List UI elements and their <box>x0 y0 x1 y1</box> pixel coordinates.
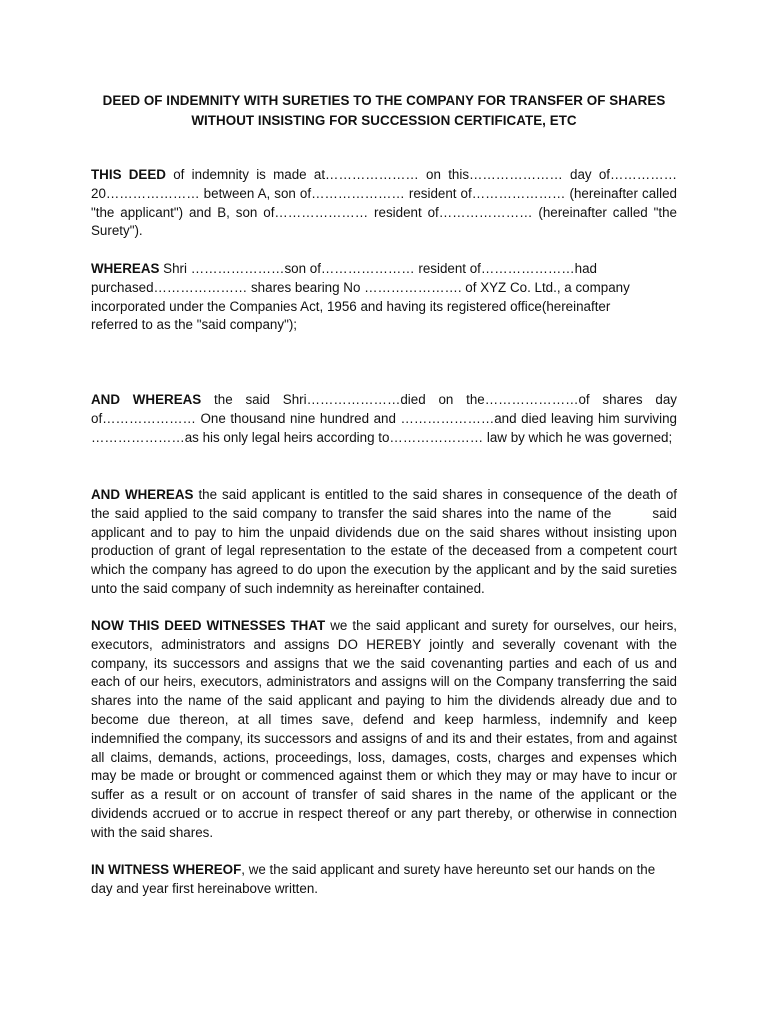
paragraph-body: of indemnity is made at………………… on this………………… day of…………… 20………………… between A, son of………………… resident of………………… (hereinafter called "the applicant") and B, son of………………… resident of………………… (hereinafter called "the Surety"). <box>91 167 677 239</box>
paragraph-whereas-1 <box>91 260 677 335</box>
paragraph-lead: AND WHEREAS <box>91 487 194 502</box>
paragraph-body: the said applicant is entitled to the said shares in consequence of the death of the said applied to the said company to transfer the said shares into the name of the <box>91 487 677 521</box>
paragraph-and-whereas-1 <box>91 391 677 447</box>
paragraph-body: , we the said applicant and surety have hereunto set our hands on the day and year first hereinabove written. <box>91 862 656 896</box>
paragraph-line: purchased………………… shares bearing No …………………. of XYZ Co. Ltd., a company <box>91 279 630 295</box>
paragraph-line: referred to as the "said company"); <box>91 317 297 333</box>
paragraph-lead: AND WHEREAS <box>91 392 202 407</box>
paragraph-line: incorporated under the Companies Act, 1956 and having its registered office(hereinafter <box>91 298 611 314</box>
paragraph-lead: NOW THIS DEED WITNESSES THAT <box>91 618 326 633</box>
paragraph-lead: THIS DEED <box>91 167 166 182</box>
paragraph-lead: IN WITNESS WHEREOF <box>91 862 242 877</box>
paragraph-body: we the said applicant and surety for ourselves, our heirs, executors, administrators and assigns DO HEREBY jointly and severally covenant with the company, its successors and assigns that we the said covenanting parties and each of us and each of our heirs, executors, administrators and assigns will on the Company transferring the said shares into the name of the said applicant and paying to him the dividends already due and to become due thereon, at all times save, defend and keep harmless, indemnify and keep indemnified the company, its successors and assigns of and its and their estates, from and against all claims, demands, actions, proceedings, loss, damages, costs, charges and expenses which may be made or brought or commenced against them or which they may or may have to incur or suffer as a result or on account of transfer of said shares in the name of the applicant or the dividends accrued or to accrue in respect thereof or any part thereby, or otherwise in connection with the said shares. <box>91 618 677 840</box>
paragraph-in-witness-whereof <box>91 861 677 899</box>
paragraph-line: Shri …………………son of………………… resident of…………………had <box>159 261 597 276</box>
title-line-1: DEED OF INDEMNITY WITH SURETIES TO THE COMPANY FOR TRANSFER OF SHARES <box>102 93 666 108</box>
document-title <box>80 91 688 131</box>
title-line-2: WITHOUT INSISTING FOR SUCCESSION CERTIFICATE, ETC <box>191 113 577 128</box>
paragraph-body: the said Shri…………………died on the…………………of shares day of………………… One thousand nine hundred and …………………and died leaving him surviving …………………as his only legal heirs according to………………… law by which he was governed; <box>91 392 677 445</box>
paragraph-now-this-deed-witnesses <box>91 617 677 843</box>
paragraph-this-deed <box>91 166 677 241</box>
paragraph-and-whereas-2 <box>91 486 677 599</box>
paragraph-body-continued: said applicant and to pay to him the unpaid dividends due on the said shares without insisting upon production of grant of legal representation to the estate of the deceased from a competent court which the company has agreed to do upon the execution by the applicant and by the said sureties unto the said company of such indemnity as hereinafter contained. <box>91 505 677 596</box>
paragraph-lead: WHEREAS <box>91 261 160 276</box>
